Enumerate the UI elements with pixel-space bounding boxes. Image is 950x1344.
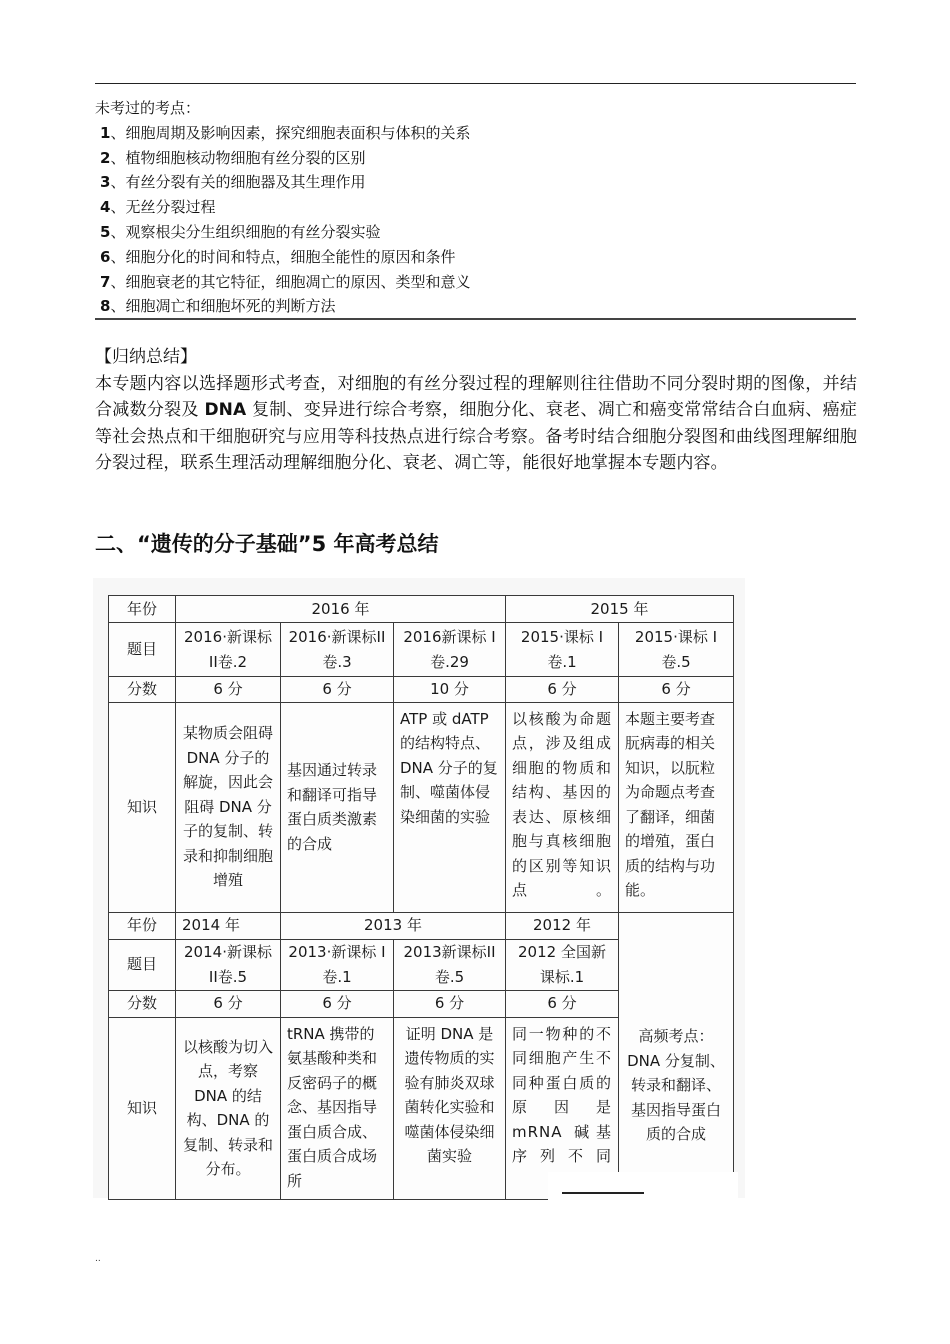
summary-heading: 【归纳总结】 [95,347,197,367]
item-number: 2 [100,148,111,167]
score-cell: 6 分 [176,990,281,1017]
image-artifact-cover [548,1172,738,1202]
untested-points-section [95,96,855,319]
question-cell: 2016·新课标II卷.3 [281,623,394,677]
item-text: 、无丝分裂过程 [110,198,216,217]
knowledge-cell: 某物质会阻碍 DNA 分子的解旋，因此会阻碍 DNA 分子的复制、转录和抑制细胞增殖 [176,702,281,912]
summary-bold-term: DNA [204,400,247,420]
score-cell: 10 分 [394,677,506,703]
exam-summary-table [108,595,734,1200]
section-title: 二、“遗传的分子基础”5 年高考总结 [95,532,439,556]
year-cell: 2014 年 [176,912,281,939]
score-cell: 6 分 [281,990,394,1017]
high-frequency-cell [619,912,734,1199]
item-text: 、细胞凋亡和细胞坏死的判断方法 [110,297,336,316]
knowledge-cell: 同一物种的不同细胞产生不同种蛋白质的原因是 mRNA 碱基序列不同 [506,1017,619,1199]
row-label-knowledge: 知识 [109,702,176,912]
year-cell: 2016 年 [176,596,506,623]
footer-marker: .. [95,1254,101,1264]
row-label-year: 年份 [109,596,176,623]
list-item [95,170,855,195]
list-item [95,245,855,270]
row-label-question: 题目 [109,939,176,990]
knowledge-cell: 证明 DNA 是遗传物质的实验有肺炎双球菌转化实验和噬菌体侵染细菌实验 [394,1017,506,1199]
summary-text: 复制、变异进行综合考察，细胞分化、衰老、凋亡和癌变常常结合白血病、癌症等社会热点和干细胞研究与应用等科技热点进行综合考察。备考时结合细胞分裂图和曲线图理解细胞分裂过程，联系生理活动理解细胞分化、衰老、凋亡等，能很好地掌握本专题内容。 [95,400,857,473]
item-text: 、细胞分化的时间和特点，细胞全能性的原因和条件 [110,247,456,266]
item-number: 4 [100,198,111,217]
item-number: 5 [100,222,111,241]
year-cell: 2015 年 [506,596,734,623]
knowledge-cell: ATP 或 dATP 的结构特点、DNA 分子的复制、噬菌体侵染细菌的实验 [394,702,506,912]
high-frequency-title: 高频考点： [638,1027,714,1046]
high-frequency-text: DNA 分复制、转录和翻译、基因指导蛋白质的合成 [627,1051,725,1144]
score-cell: 6 分 [176,677,281,703]
row-label-year: 年份 [109,912,176,939]
question-cell: 2015·课标 I 卷.1 [506,623,619,677]
question-cell: 2015·课标 I 卷.5 [619,623,734,677]
year-cell: 2012 年 [506,912,619,939]
item-number: 6 [100,247,111,266]
knowledge-cell: tRNA 携带的氨基酸种类和反密码子的概念、基因指导蛋白质合成、蛋白质合成场所 [281,1017,394,1199]
item-text: 、植物细胞核动物细胞有丝分裂的区别 [110,148,366,167]
knowledge-cell: 本题主要考查朊病毒的相关知识，以朊粒为命题点考查了翻译，细菌的增殖，蛋白质的结构与功能。 [619,702,734,912]
list-item [95,146,855,171]
item-text: 、有丝分裂有关的细胞器及其生理作用 [110,173,366,192]
untested-heading: 未考过的考点： [95,99,201,117]
item-text: 、细胞周期及影响因素，探究细胞表面积与体积的关系 [110,123,471,142]
question-cell: 2013·新课标 I 卷.1 [281,939,394,990]
item-number: 3 [100,173,111,192]
bottom-divider [95,318,856,320]
image-artifact-line [562,1192,644,1194]
list-item [95,270,855,295]
knowledge-cell: 基因通过转录和翻译可指导蛋白质类激素的合成 [281,702,394,912]
question-cell: 2012 全国新课标.1 [506,939,619,990]
year-cell: 2013 年 [281,912,506,939]
score-cell: 6 分 [394,990,506,1017]
score-cell: 6 分 [506,677,619,703]
list-item [95,195,855,220]
item-number: 1 [100,123,111,142]
summary-section [95,344,857,477]
knowledge-cell: 以核酸为切入点，考察 DNA 的结构、DNA 的复制、转录和分布。 [176,1017,281,1199]
row-label-question: 题目 [109,623,176,677]
summary-paragraph [95,371,857,477]
list-item [95,220,855,245]
question-cell: 2016新课标 I 卷.29 [394,623,506,677]
item-number: 7 [100,272,111,291]
question-cell: 2014·新课标II卷.5 [176,939,281,990]
score-cell: 6 分 [281,677,394,703]
score-cell: 6 分 [506,990,619,1017]
row-label-knowledge: 知识 [109,1017,176,1199]
item-number: 8 [100,297,111,316]
row-label-score: 分数 [109,990,176,1017]
top-divider [95,83,856,84]
question-cell: 2016·新课标II卷.2 [176,623,281,677]
summary-text: 本专题内容以选择题形式考查，对细胞的有丝分裂过程的理解则往往借助不同分裂时期的图像，并结合减数分裂及 [95,373,857,420]
item-text: 、观察根尖分生组织细胞的有丝分裂实验 [110,222,381,241]
list-item [95,121,855,146]
list-item [95,294,855,319]
question-cell: 2013新课标II卷.5 [394,939,506,990]
item-text: 、细胞衰老的其它特征，细胞凋亡的原因、类型和意义 [110,272,471,291]
row-label-score: 分数 [109,677,176,703]
knowledge-cell: 以核酸为命题点，涉及组成细胞的物质和结构、基因的表达、原核细胞与真核细胞的区别等知识点。 [506,702,619,912]
score-cell: 6 分 [619,677,734,703]
